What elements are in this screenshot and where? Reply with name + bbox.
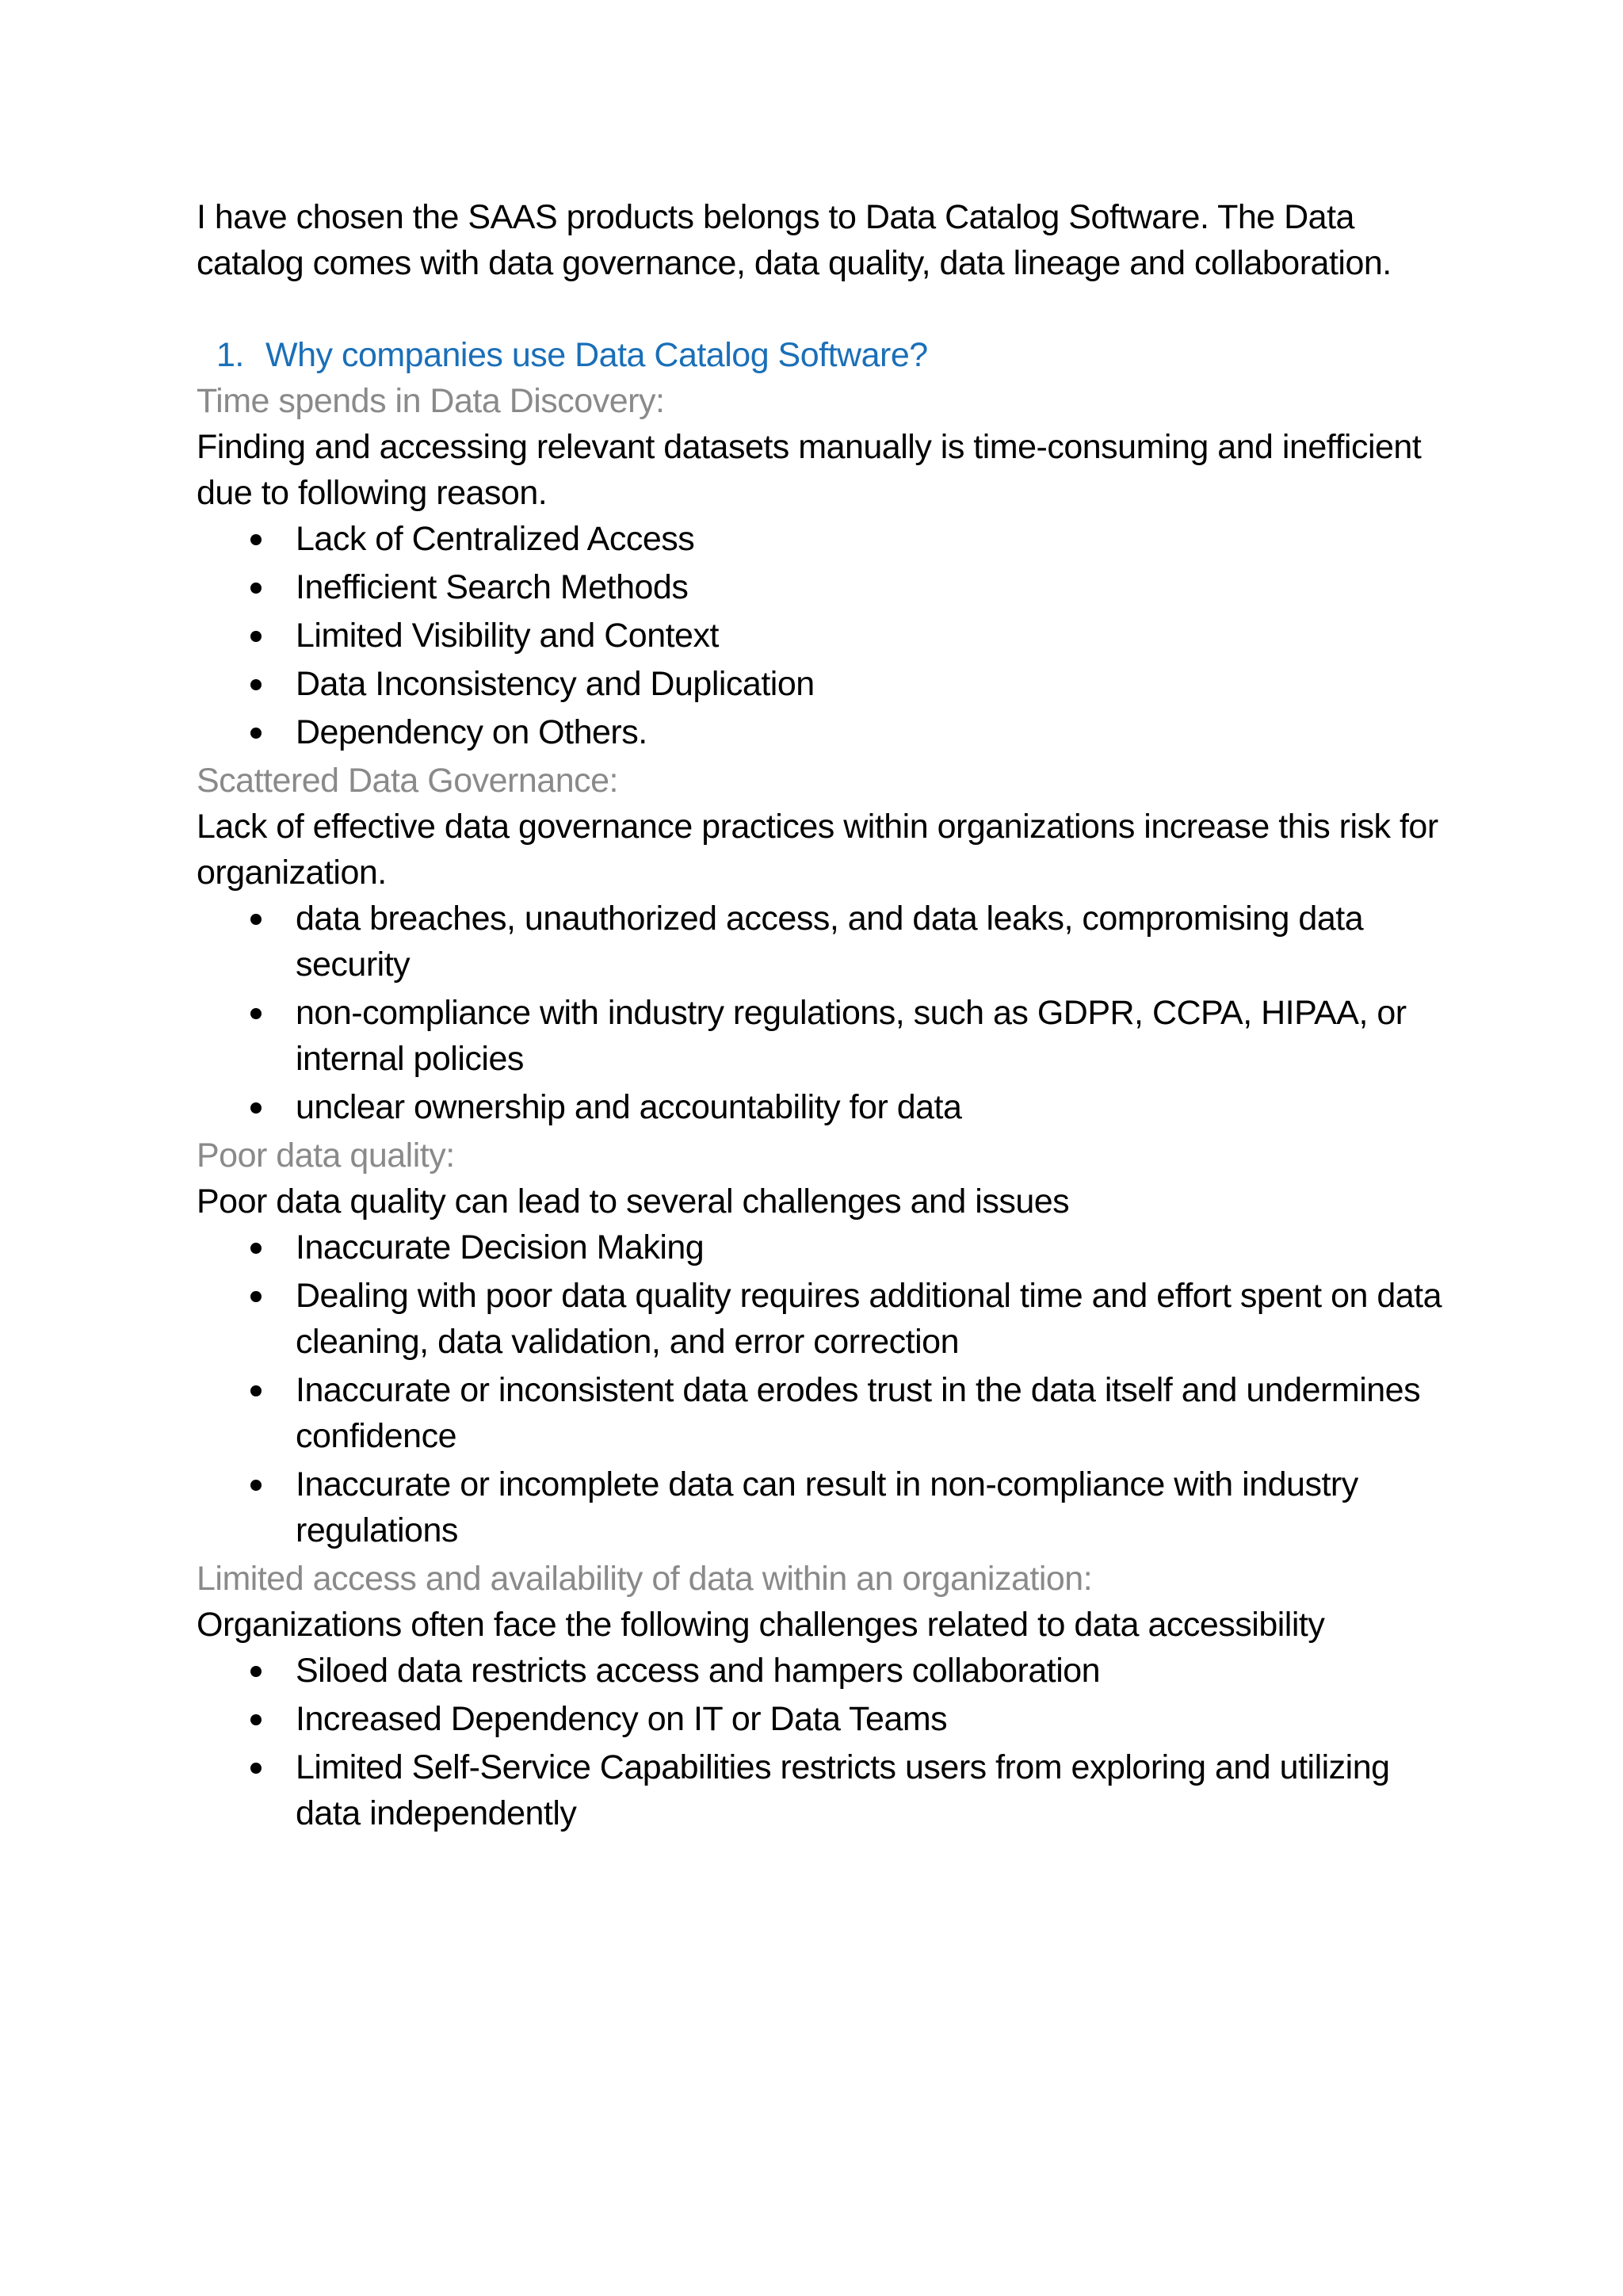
section-data-discovery bbox=[197, 378, 1449, 755]
bullet-list bbox=[197, 516, 1449, 755]
subheading: Limited access and availability of data within an organization: bbox=[197, 1560, 1093, 1598]
document-page bbox=[197, 194, 1449, 1839]
section-data-access bbox=[197, 1556, 1449, 1836]
bullet-icon bbox=[250, 679, 262, 690]
bullet-icon bbox=[250, 1666, 262, 1677]
bullet-icon bbox=[250, 631, 262, 642]
section-heading bbox=[197, 332, 1449, 378]
list-item: Dependency on Others. bbox=[197, 709, 1449, 755]
section-data-quality bbox=[197, 1133, 1449, 1553]
intro-paragraph: I have chosen the SAAS products belongs to Data Catalog Software. The Data catalog comes with data governance, data quality, data lineage and collaboration. bbox=[197, 198, 1392, 282]
bullet-icon bbox=[250, 1763, 262, 1774]
list-item: Inefficient Search Methods bbox=[197, 564, 1449, 610]
subheading: Time spends in Data Discovery: bbox=[197, 382, 665, 420]
list-item: Inaccurate Decision Making bbox=[197, 1224, 1449, 1270]
bullet-icon bbox=[250, 1243, 262, 1254]
subheading: Scattered Data Governance: bbox=[197, 762, 618, 800]
bullet-icon bbox=[250, 1385, 262, 1396]
section-paragraph: Finding and accessing relevant datasets manually is time-consuming and inefficient due to following reason. bbox=[197, 428, 1422, 512]
list-item: Lack of Centralized Access bbox=[197, 516, 1449, 562]
list-item: Limited Self-Service Capabilities restricts users from exploring and utilizing data independently bbox=[197, 1744, 1449, 1836]
list-item: Limited Visibility and Context bbox=[197, 613, 1449, 659]
bullet-icon bbox=[250, 728, 262, 739]
section-data-governance bbox=[197, 758, 1449, 1130]
bullet-icon bbox=[250, 534, 262, 545]
bullet-list bbox=[197, 896, 1449, 1130]
subheading: Poor data quality: bbox=[197, 1137, 455, 1175]
list-item: Increased Dependency on IT or Data Teams bbox=[197, 1696, 1449, 1742]
bullet-icon bbox=[250, 1291, 262, 1302]
bullet-icon bbox=[250, 1008, 262, 1019]
bullet-icon bbox=[250, 1102, 262, 1114]
list-item: Siloed data restricts access and hampers collaboration bbox=[197, 1648, 1449, 1694]
list-item: data breaches, unauthorized access, and data leaks, compromising data security bbox=[197, 896, 1449, 988]
bullet-icon bbox=[250, 1480, 262, 1491]
list-item: non-compliance with industry regulations, such as GDPR, CCPA, HIPAA, or internal policies bbox=[197, 990, 1449, 1082]
bullet-icon bbox=[250, 583, 262, 594]
bullet-icon bbox=[250, 1714, 262, 1725]
bullet-list bbox=[197, 1224, 1449, 1553]
heading-number: 1. bbox=[216, 336, 244, 374]
list-item: Inaccurate or inconsistent data erodes trust in the data itself and undermines confidence bbox=[197, 1367, 1449, 1459]
bullet-icon bbox=[250, 914, 262, 925]
section-paragraph: Poor data quality can lead to several challenges and issues bbox=[197, 1182, 1070, 1221]
list-item: Inaccurate or incomplete data can result in non-compliance with industry regulations bbox=[197, 1461, 1449, 1553]
bullet-list bbox=[197, 1648, 1449, 1836]
list-item: Data Inconsistency and Duplication bbox=[197, 661, 1449, 707]
list-item: Dealing with poor data quality requires additional time and effort spent on data cleaning, data validation, and error correction bbox=[197, 1273, 1449, 1365]
section-paragraph: Organizations often face the following challenges related to data accessibility bbox=[197, 1606, 1325, 1644]
heading-text: Why companies use Data Catalog Software? bbox=[265, 336, 928, 374]
list-item: unclear ownership and accountability for data bbox=[197, 1084, 1449, 1130]
section-paragraph: Lack of effective data governance practices within organizations increase this risk for organization. bbox=[197, 808, 1438, 892]
